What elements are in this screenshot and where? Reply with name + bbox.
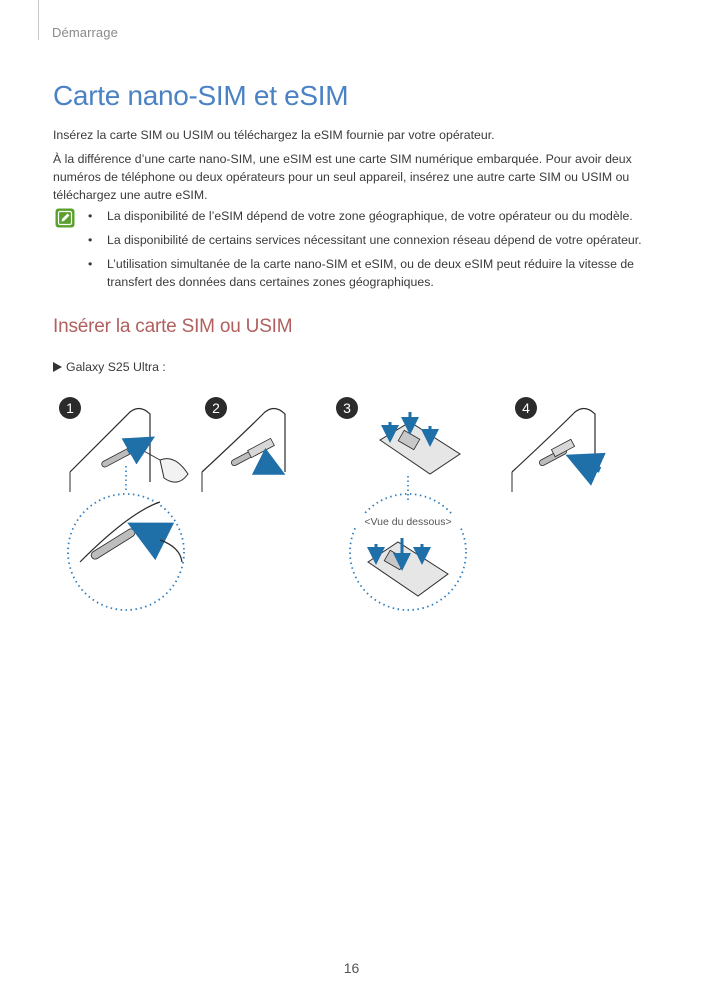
model-label [53, 360, 166, 374]
sim-insertion-illustration [50, 392, 670, 632]
step-3 [336, 397, 466, 610]
step-2-number: 2 [212, 400, 220, 416]
esim-paragraph: À la différence d’une carte nano-SIM, une eSIM est une carte SIM numérique embarquée. Pour avoir deux numéros de téléphone ou deux opérateurs pour un seul appareil, insérez une autre carte SIM ou USIM ou téléchargez une autre eSIM. [53, 152, 632, 202]
section-name: Démarrage [52, 25, 118, 40]
note-pencil-icon [55, 208, 75, 228]
step-2 [202, 397, 285, 492]
step-1 [59, 397, 188, 610]
note-text: La disponibilité de l’eSIM dépend de votre zone géographique, de votre opérateur ou du modèle. [107, 209, 633, 223]
page-number: 16 [343, 960, 360, 976]
step-3-number: 3 [343, 400, 351, 416]
note-item [88, 207, 663, 225]
underside-caption: <Vue du dessous> [364, 516, 452, 528]
note-list [88, 207, 663, 297]
step-4 [512, 397, 600, 492]
subsection-title: Insérer la carte SIM ou USIM [53, 316, 293, 337]
bullet-dot: • [88, 233, 93, 247]
bullet-dot: • [88, 257, 93, 271]
header-rule [38, 0, 39, 40]
model-text: Galaxy S25 Ultra : [66, 360, 166, 374]
intro-paragraph: Insérez la carte SIM ou USIM ou téléchargez la eSIM fournie par votre opérateur. [53, 128, 495, 142]
note-text: La disponibilité de certains services nécessitant une connexion réseau dépend de votre opérateur. [107, 233, 642, 247]
note-item [88, 255, 663, 291]
page-title: Carte nano-SIM et eSIM [53, 80, 349, 111]
play-triangle-icon [53, 362, 62, 372]
step-4-number: 4 [522, 400, 530, 416]
step-1-number: 1 [66, 400, 74, 416]
note-text: L’utilisation simultanée de la carte nano-SIM et eSIM, ou de deux eSIM peut réduire la vitesse de transfert des données dans certaines zones géographiques. [107, 257, 635, 289]
zoom-circle-1 [68, 494, 184, 610]
bullet-dot: • [88, 209, 93, 223]
note-item [88, 231, 663, 249]
